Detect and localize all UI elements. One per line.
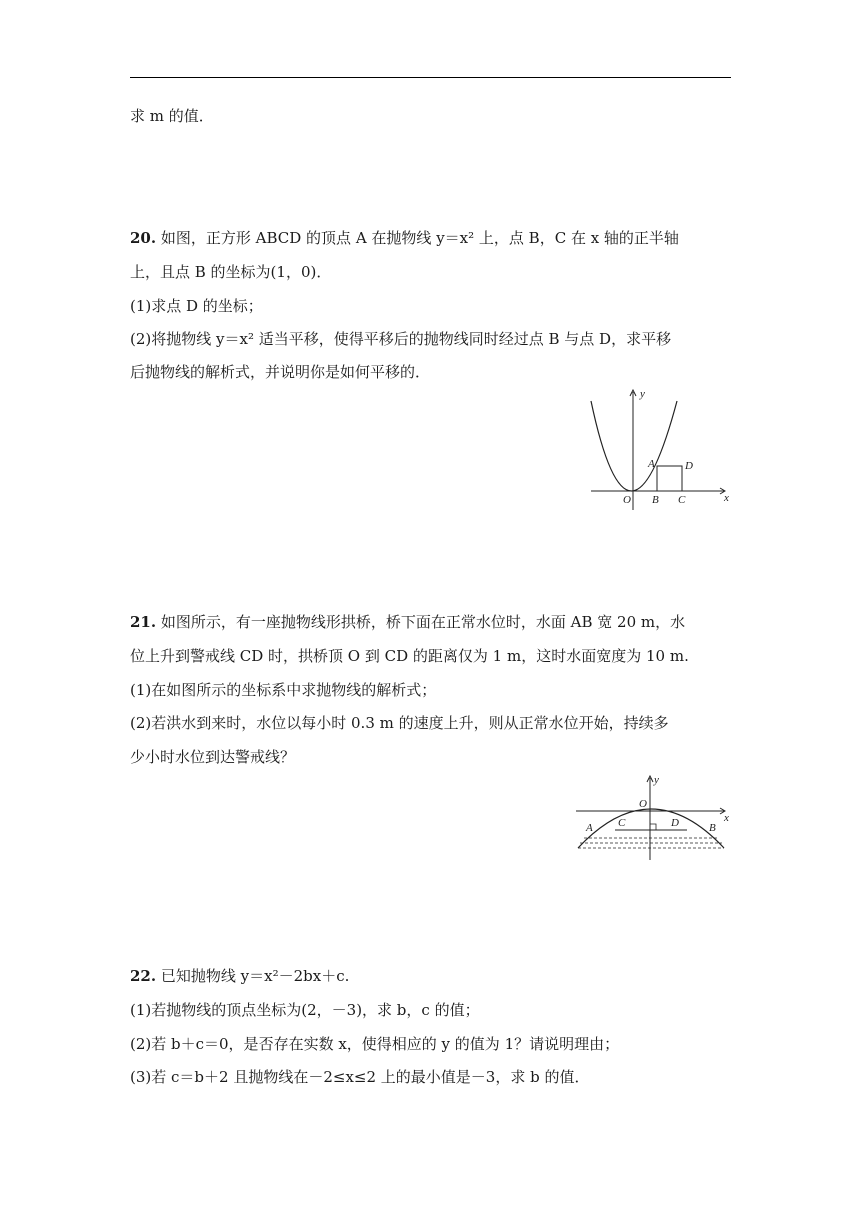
q21-number: 21.: [130, 613, 157, 631]
q21-arch: [578, 809, 724, 848]
q21-label-a: A: [586, 822, 593, 834]
q21-label-o: O: [639, 798, 647, 810]
q21-right-angle: [650, 824, 656, 830]
q20-part2b: 后抛物线的解析式，并说明你是如何平移的．: [130, 363, 431, 381]
q21-label-b: B: [709, 822, 716, 834]
q20-label-b: B: [652, 494, 659, 506]
q21-label-y: y: [654, 774, 659, 786]
q21-line2: 位上升到警戒线 CD 时，拱桥顶 O 到 CD 的距离仅为 1 m，这时水面宽度为 10 m.: [130, 647, 689, 665]
q20-number: 20.: [130, 229, 157, 247]
q22-part3: (3)若 c＝b＋2 且抛物线在－2≤x≤2 上的最小值是－3，求 b 的值．: [130, 1068, 590, 1086]
q20-line2: 上，且点 B 的坐标为(1，0)．: [130, 263, 332, 281]
q20-label-c: C: [678, 494, 686, 506]
q20-label-x: x: [724, 492, 729, 504]
q20-label-d: D: [685, 460, 693, 472]
continued-line: 求 m 的值．: [130, 107, 214, 125]
q20-label-o: O: [623, 494, 631, 506]
q21-line1: [130, 612, 685, 632]
q20-label-y: y: [640, 388, 645, 400]
q21-part1: (1)在如图所示的坐标系中求抛物线的解析式；: [130, 681, 437, 699]
q21-label-c: C: [618, 817, 626, 829]
q20-parabola: [591, 401, 677, 491]
q20-square-abcd: [657, 466, 682, 491]
header-rule: [130, 77, 731, 78]
q20-part1: (1)求点 D 的坐标；: [130, 297, 263, 315]
q21-label-d: D: [671, 817, 679, 829]
q20-part2a: (2)将抛物线 y＝x² 适当平移，使得平移后的抛物线同时经过点 B 与点 D，求平移: [130, 330, 672, 348]
q21-label-x: x: [724, 812, 729, 824]
q22-line1: [130, 966, 349, 986]
q21-part2a: (2)若洪水到来时，水位以每小时 0.3 m 的速度上升，则从正常水位开始，持续多: [130, 714, 669, 732]
q22-part2: (2)若 b＋c＝0，是否存在实数 x，使得相应的 y 的值为 1？请说明理由；: [130, 1035, 620, 1053]
q21-text1: 如图所示，有一座抛物线形拱桥，桥下面在正常水位时，水面 AB 宽 20 m，水: [156, 613, 686, 631]
q20-text1: 如图，正方形 ABCD 的顶点 A 在抛物线 y＝x² 上，点 B，C 在 x 轴的正半轴: [156, 229, 679, 247]
q22-text1: 已知抛物线 y＝x²－2bx＋c.: [156, 967, 350, 985]
q22-number: 22.: [130, 967, 157, 985]
q20-figure: [588, 386, 734, 512]
q20-line1: [130, 228, 679, 248]
q21-figure: [574, 772, 734, 862]
q20-label-a: A: [648, 458, 655, 470]
q21-part2b: 少小时水位到达警戒线？: [130, 748, 296, 766]
q22-part1: (1)若抛物线的顶点坐标为(2，－3)，求 b，c 的值；: [130, 1001, 480, 1019]
